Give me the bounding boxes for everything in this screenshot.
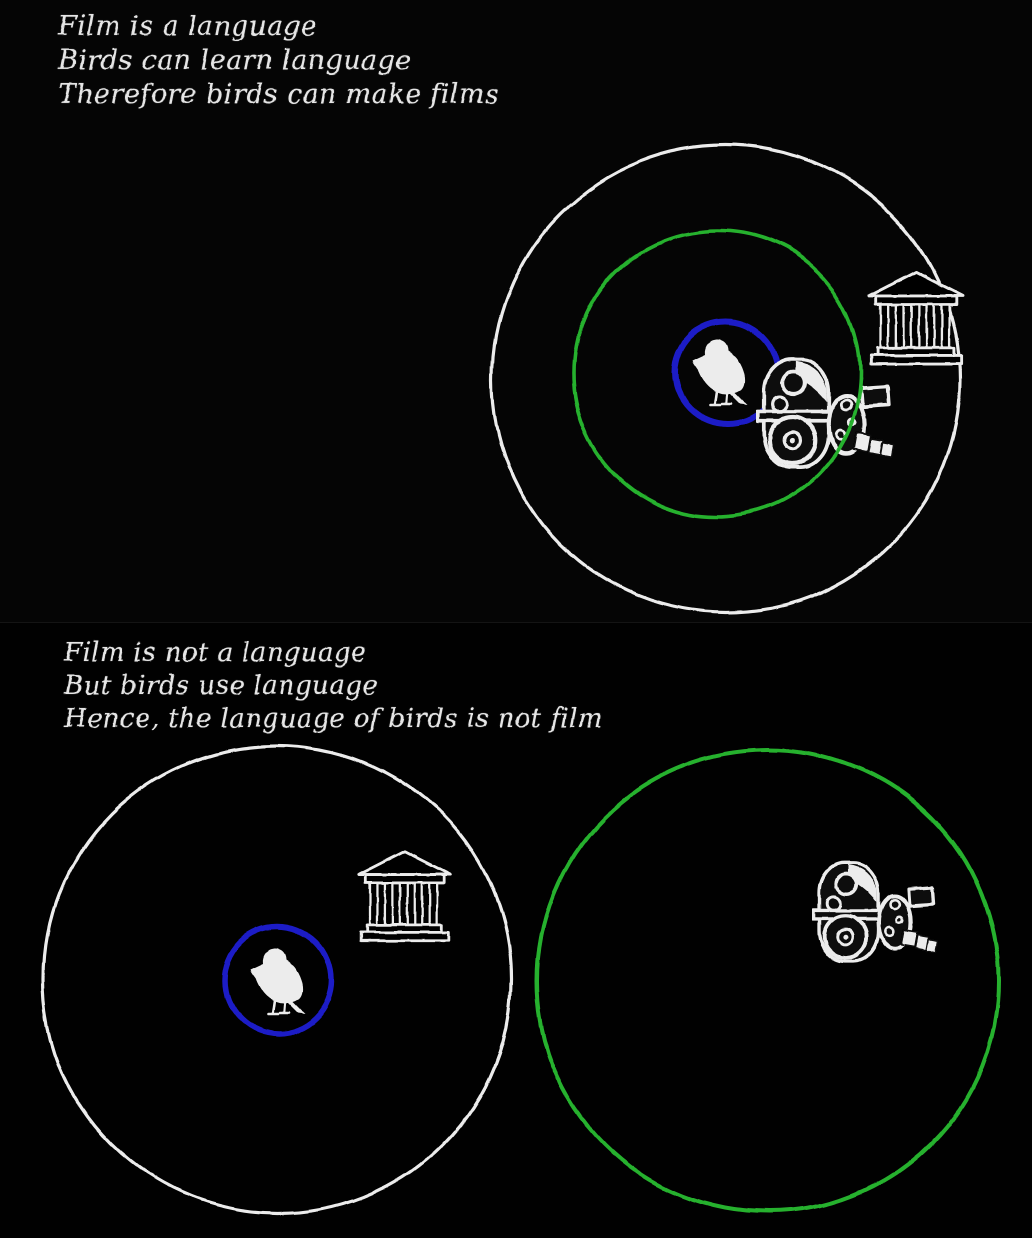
film-camera-icon xyxy=(757,359,894,467)
film-set-circle xyxy=(537,750,999,1212)
premise-line-2: But birds use language xyxy=(64,671,379,701)
syllogism-caption-top xyxy=(58,10,499,112)
conclusion-line: Therefore birds can make films xyxy=(58,79,500,110)
panel-film-is-not-a-language xyxy=(0,622,1032,1238)
film-camera-icon xyxy=(813,863,938,962)
premise-line-2: Birds can learn language xyxy=(58,45,412,76)
premise-line-1: Film is a language xyxy=(58,11,318,42)
premise-line-1: Film is not a language xyxy=(64,638,367,668)
crow-icon xyxy=(250,949,305,1014)
temple-icon xyxy=(869,272,963,364)
syllogism-caption-bottom xyxy=(64,637,603,736)
conclusion-line: Hence, the language of birds is not film xyxy=(64,704,603,734)
crow-icon xyxy=(692,340,747,405)
temple-icon xyxy=(359,851,450,941)
